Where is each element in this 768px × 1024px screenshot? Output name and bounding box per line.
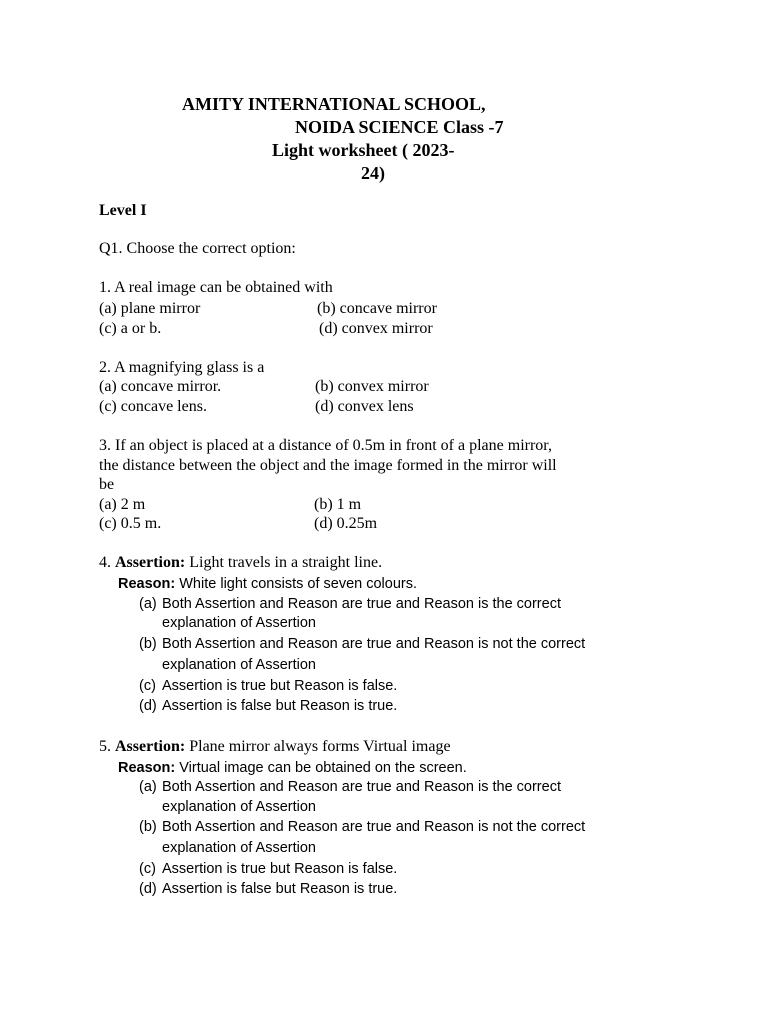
option: (d) convex lens xyxy=(315,398,414,415)
option-text: Assertion is true but Reason is false. xyxy=(162,861,398,877)
option: (b) convex mirror xyxy=(315,378,429,395)
option: (a) concave mirror. xyxy=(99,378,222,395)
reason-label: Reason: xyxy=(118,576,176,592)
assertion-text: Light travels in a straight line. xyxy=(189,554,383,571)
reason-label: Reason: xyxy=(118,760,176,776)
option-label: (a) xyxy=(139,596,157,612)
option-text: Assertion is true but Reason is false. xyxy=(162,678,398,694)
option-text: explanation of Assertion xyxy=(162,657,316,673)
assertion-line xyxy=(99,553,382,573)
reason-text: Virtual image can be obtained on the screen. xyxy=(179,760,467,776)
question-text: the distance between the object and the image formed in the mirror will xyxy=(99,457,557,474)
option-text: explanation of Assertion xyxy=(162,840,316,856)
option: (d) 0.25m xyxy=(314,515,378,532)
option-label: (b) xyxy=(139,819,157,835)
question-number: 5. xyxy=(99,738,111,755)
option-text: Both Assertion and Reason are true and Reason is the correct xyxy=(162,596,561,612)
reason-text: White light consists of seven colours. xyxy=(179,576,417,592)
option: (c) 0.5 m. xyxy=(99,515,162,532)
assertion-text: Plane mirror always forms Virtual image xyxy=(189,738,451,755)
option-text: Assertion is false but Reason is true. xyxy=(162,698,398,714)
question-text: 1. A real image can be obtained with xyxy=(99,279,333,296)
school-name: AMITY INTERNATIONAL SCHOOL, xyxy=(182,94,486,114)
option: (b) 1 m xyxy=(314,496,362,513)
option-label: (a) xyxy=(139,779,157,795)
q1-instruction: Q1. Choose the correct option: xyxy=(99,240,296,257)
question-text: 3. If an object is placed at a distance of 0.5m in front of a plane mirror, xyxy=(99,437,552,454)
subject-class: NOIDA SCIENCE Class -7 xyxy=(295,117,504,137)
option-label: (d) xyxy=(139,698,157,714)
option-text: explanation of Assertion xyxy=(162,615,316,631)
option-label: (c) xyxy=(139,861,156,877)
reason-line xyxy=(118,574,417,594)
option: (a) 2 m xyxy=(99,496,146,513)
assertion-label: Assertion: xyxy=(115,554,186,571)
assertion-label: Assertion: xyxy=(115,738,186,755)
option-label: (d) xyxy=(139,881,157,897)
option: (d) convex mirror xyxy=(319,320,433,337)
option-text: Assertion is false but Reason is true. xyxy=(162,881,398,897)
option: (b) concave mirror xyxy=(317,300,437,317)
level-heading: Level I xyxy=(99,202,147,219)
option-text: Both Assertion and Reason are true and Reason is not the correct xyxy=(162,636,586,652)
question-number: 4. xyxy=(99,554,111,571)
option-text: explanation of Assertion xyxy=(162,799,316,815)
option-text: Both Assertion and Reason are true and Reason is not the correct xyxy=(162,819,586,835)
assertion-line xyxy=(99,737,451,757)
question-text: be xyxy=(99,476,115,493)
reason-line xyxy=(118,758,467,778)
question-text: 2. A magnifying glass is a xyxy=(99,359,265,376)
option: (a) plane mirror xyxy=(99,300,201,317)
worksheet-year: 24) xyxy=(361,163,385,183)
worksheet-title: Light worksheet ( 2023- xyxy=(272,140,455,160)
option-text: Both Assertion and Reason are true and Reason is the correct xyxy=(162,779,561,795)
option: (c) a or b. xyxy=(99,320,162,337)
option: (c) concave lens. xyxy=(99,398,207,415)
option-label: (b) xyxy=(139,636,157,652)
option-label: (c) xyxy=(139,678,156,694)
